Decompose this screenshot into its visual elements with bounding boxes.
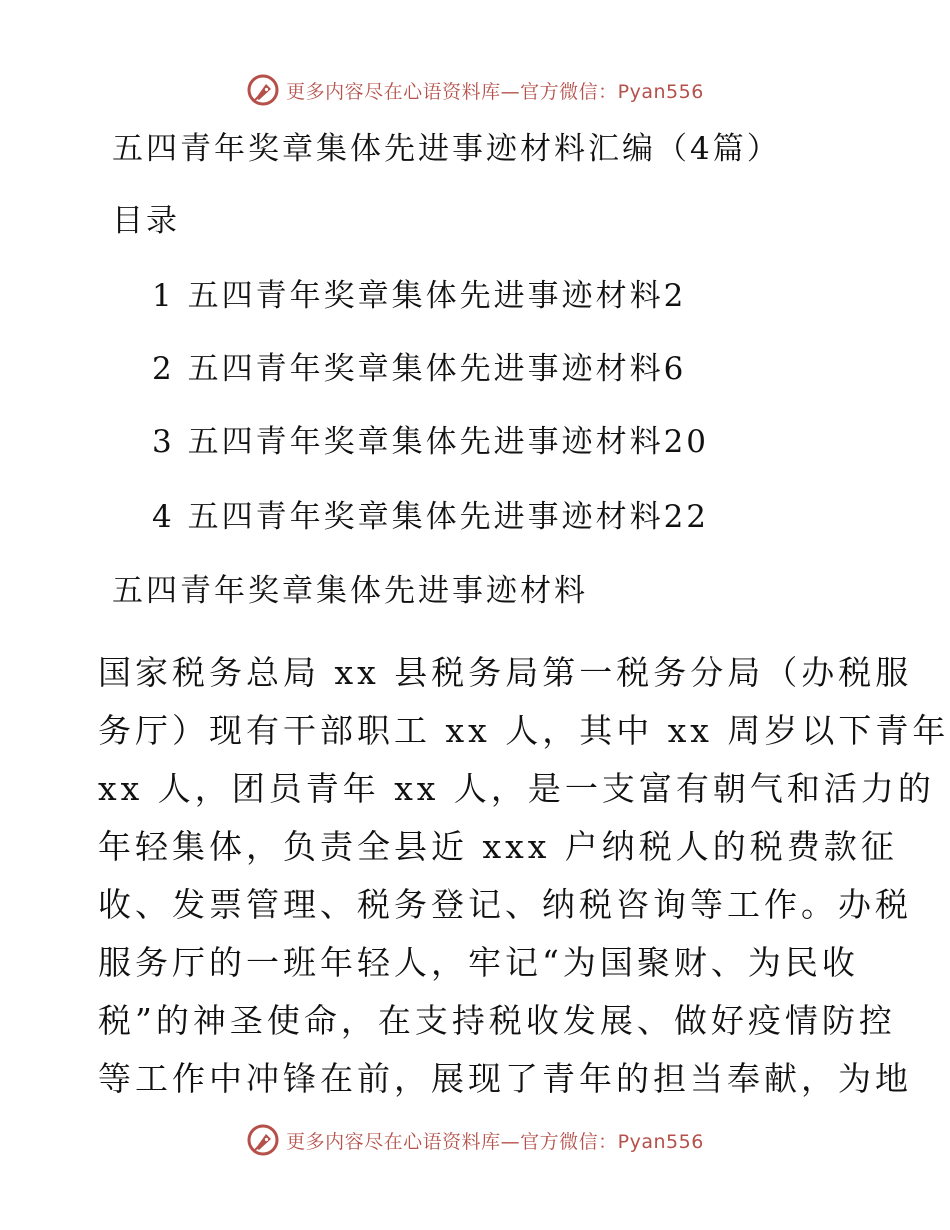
body-line: xx 人，团员青年 xx 人，是一支富有朝气和活力的 [98, 769, 935, 808]
body-paragraph [98, 644, 950, 1108]
watermark-text: 更多内容尽在心语资料库—官方微信：Pyan556 [286, 1130, 704, 1153]
section-title: 五四青年奖章集体先进事迹材料 [112, 573, 588, 609]
pen-nib-logo-icon [246, 1123, 280, 1157]
toc-item[interactable]: 1 五四青年奖章集体先进事迹材料2 [152, 278, 687, 314]
footer-watermark-banner [0, 1120, 950, 1160]
toc-item[interactable]: 3 五四青年奖章集体先进事迹材料20 [152, 424, 710, 460]
header-watermark-banner [0, 70, 950, 110]
body-line: 国家税务总局 xx 县税务局第一税务分局（办税服 [98, 653, 913, 692]
body-line: 服务厅的一班年轻人，牢记“为国聚财、为民收 [98, 943, 859, 982]
body-line: 收、发票管理、税务登记、纳税咨询等工作。办税 [98, 885, 912, 924]
body-line: 等工作中冲锋在前，展现了青年的担当奉献，为地 [98, 1059, 912, 1098]
watermark-text: 更多内容尽在心语资料库—官方微信：Pyan556 [286, 80, 704, 103]
document-title: 五四青年奖章集体先进事迹材料汇编（4篇） [112, 131, 781, 167]
toc-item[interactable]: 2 五四青年奖章集体先进事迹材料6 [152, 351, 687, 387]
body-line: 年轻集体，负责全县近 xxx 户纳税人的税费款征 [98, 827, 898, 866]
toc-heading: 目录 [112, 203, 180, 239]
pen-nib-logo-icon [246, 73, 280, 107]
body-line: 务厅）现有干部职工 xx 人，其中 xx 周岁以下青年 [98, 711, 950, 750]
body-line: 税”的神圣使命，在支持税收发展、做好疫情防控 [98, 1001, 896, 1040]
toc-item[interactable]: 4 五四青年奖章集体先进事迹材料22 [152, 499, 710, 535]
